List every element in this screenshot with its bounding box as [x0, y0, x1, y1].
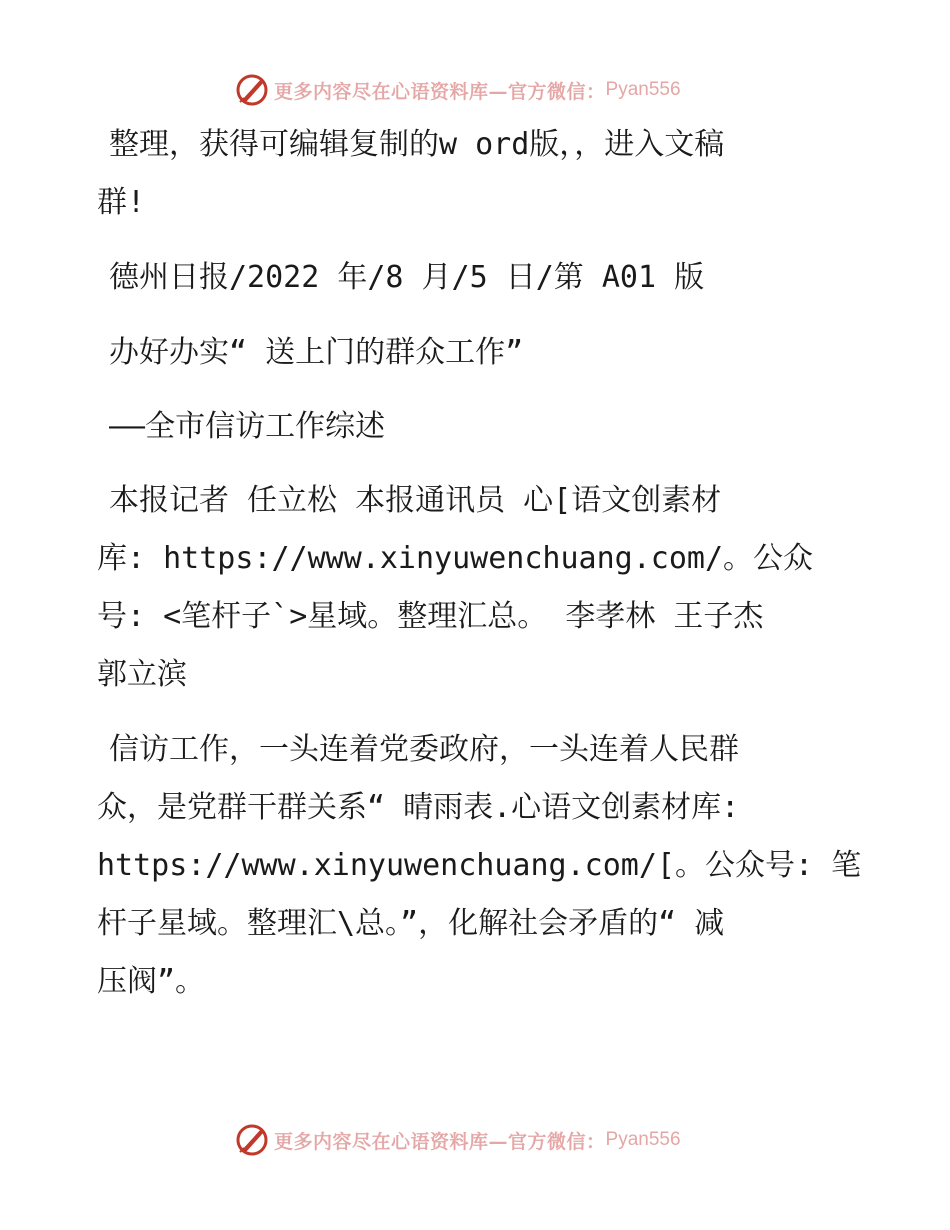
text-line: 德州日报/2022 年/8 月/5 日/第 A01 版: [109, 260, 705, 295]
text-line: ——全市信访工作综述: [109, 409, 386, 444]
text-line: 本报记者 任立松 本报通讯员 心[语文创素材: [109, 483, 722, 518]
paragraph-byline: [97, 472, 857, 704]
paragraph-source: [97, 249, 857, 307]
text-line: 整理，获得可编辑复制的w ord版，，进入文稿: [109, 127, 725, 162]
text-line: 众，是党群干群关系“ 晴雨表.心语文创素材库:: [97, 790, 740, 825]
footer-banner: [234, 1120, 681, 1160]
quill-logo-icon: [234, 1122, 270, 1158]
article-title: [97, 324, 857, 382]
article-subtitle: [97, 398, 857, 456]
text-line: 信访工作，一头连着党委政府，一头连着人民群: [109, 732, 739, 767]
banner-wechat-id: Pyan556: [605, 1129, 681, 1150]
paragraph-intro: [97, 116, 857, 232]
quill-logo-icon: [234, 72, 270, 108]
header-banner: [234, 70, 681, 110]
text-line: 压阀”。: [97, 964, 206, 999]
banner-slogan: 更多内容尽在心语资料库—官方微信：: [274, 1130, 606, 1153]
text-line: 库: https://www.xinyuwenchuang.com/。公众: [97, 541, 814, 576]
text-line: 杆子星域。整理汇\总。”，化解社会矛盾的“ 减: [97, 906, 725, 941]
banner-wechat-id: Pyan556: [605, 79, 681, 100]
text-line: 办好办实“ 送上门的群众工作”: [109, 335, 524, 370]
text-line: 群!: [97, 185, 146, 220]
paragraph-body: [97, 721, 862, 1011]
text-line: 郭立滨: [97, 657, 187, 692]
banner-slogan: 更多内容尽在心语资料库—官方微信：: [274, 80, 606, 103]
text-line: 号: <笔杆子`>星域。整理汇总。 李孝林 王子杰: [97, 599, 764, 634]
text-line: https://www.xinyuwenchuang.com/[。公众号: 笔: [97, 848, 862, 883]
